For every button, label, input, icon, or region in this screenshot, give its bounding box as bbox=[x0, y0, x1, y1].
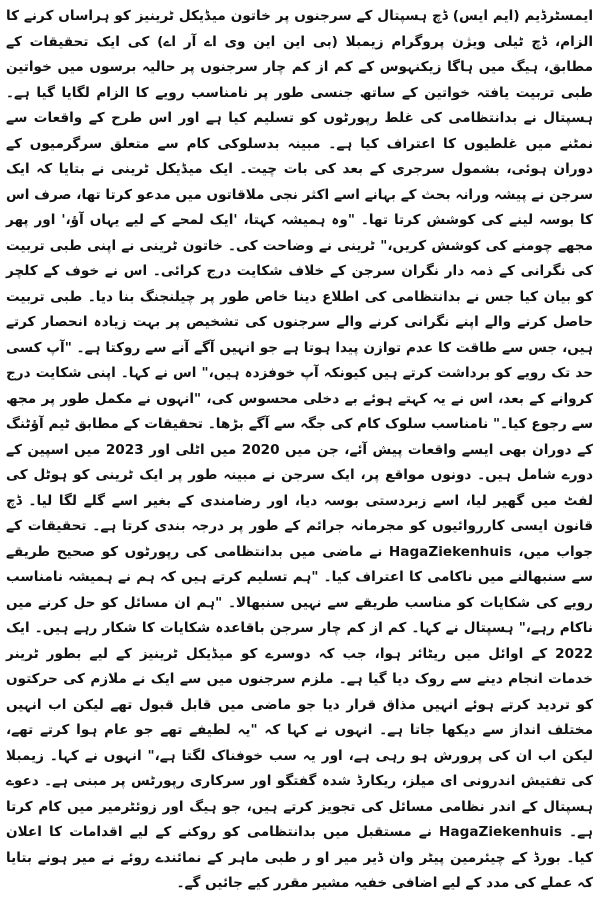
article-body: ایمسٹرڈیم (ایم ایس) ڈچ ہسپتال کے سرجنوں پر خاتون میڈیکل ٹرینیز کو ہراساں کرنے کا الزام، ڈچ ٹیلی ویژن پروگرام زیمبلا (بی این این وی اے آر اے) کی ایک تحقیقات کے مطابق، ہیگ میں ہاگا زیکنہوس کے کم از کم چار سرجنوں پر حالیہ برسوں میں خواتین طبی تربیت یافتہ خواتین کے ساتھ جنسی طور پر نامناسب رویے کا الزام لگایا گیا ہے۔ ہسپتال نے بدانتظامی کی غلط رپورٹوں کو تسلیم کیا ہے اور اس طرح کے واقعات سے نمٹنے میں غلطیوں کا اعتراف کیا ہے۔ مبینہ بدسلوکی کام سے متعلق سرگرمیوں کے دوران ہوئی، بشمول سرجری کے بعد کی بات چیت۔ ایک میڈیکل ٹرینی نے بتایا کہ ایک سرجن نے پیشہ ورانہ بحث کے بہانے اسے اکثر نجی ملاقاتوں میں مدعو کرتا تھا، صرف اس کا بوسہ لینے کی کوشش کرتا تھا۔ "وہ ہمیشہ کہتا، 'ایک لمحے کے لیے یہاں آؤ،' اور پھر مجھے چومنے کی کوشش کریں،" ٹرینی نے وضاحت کی۔ خاتون ٹرینی نے اپنی طبی تربیت کی نگرانی کے ذمہ دار نگران سرجن کے خلاف شکایت درج کرائی۔ اس نے خوف کے کلچر کو بیان کیا جس نے بدانتظامی کی اطلاع دینا خاص طور پر چیلنجنگ بنا دیا۔ طبی تربیت حاصل کرنے والے اپنے نگرانی کرنے والے سرجنوں کی تشخیص پر بہت زیادہ انحصار کرتے ہیں، جس سے طاقت کا عدم توازن پیدا ہوتا ہے جو انہیں آگے آنے سے روکتا ہے۔ "آپ کسی حد تک رویے کو برداشت کرتے ہیں کیونکہ آپ خوفزدہ ہیں،" اس نے کہا۔ اپنی شکایت درج کروانے کے بعد، اس نے یہ کہتے ہوئے بے دخلی محسوس کی، "انہوں نے مکمل طور پر مجھ سے رجوع کیا۔" نامناسب سلوک کام کی جگہ سے آگے بڑھا۔ تحقیقات کے مطابق ٹیم آؤٹنگ کے دوران بھی ایسے واقعات پیش آئے، جن میں 2020 میں اٹلی اور 2023 میں اسپین کے دورے شامل ہیں۔ دونوں مواقع پر، ایک سرجن نے مبینہ طور پر ایک ٹرینی کو ہوٹل کی لفٹ میں گھیر لیا، اسے زبردستی بوسہ دیا، اور رضامندی کے بغیر اسے گلے لگا لیا۔ ڈچ قانون ایسی کارروائیوں کو مجرمانہ جرائم کے طور پر درجہ بندی کرتا ہے۔ تحقیقات کے جواب میں، HagaZiekenhuis نے ماضی میں بدانتظامی کی رپورٹوں کو صحیح طریقے سے سنبھالنے میں ناکامی کا اعتراف کیا۔ "ہم تسلیم کرتے ہیں کہ ہم نے ہمیشہ نامناسب رویے کی شکایات کو مناسب طریقے سے نہیں سنبھالا۔ "ہم ان مسائل کو حل کرنے میں ناکام رہے،" ہسپتال نے کہا۔ کم از کم چار سرجن باقاعدہ شکایات کا شکار رہے ہیں۔ ایک 2022 کے اوائل میں ریٹائر ہوا، جب کہ دوسرے کو میڈیکل ٹرینیز کے لیے بطور ٹرینر خدمات انجام دینے سے روک دیا گیا ہے۔ ملزم سرجنوں میں سے ایک نے ملازم کی حرکتوں کو تردید کرتے ہوئے انہیں مذاق قرار دیا جو ماضی میں قابل قبول تھے لیکن اب انہیں مختلف انداز سے دیکھا جاتا ہے۔ انہوں نے کہا کہ "یہ لطیفے تھے جو عام ہوا کرتے تھے، لیکن اب ان کی پرورش ہو رہی ہے، اور یہ سب خوفناک لگتا ہے،" انہوں نے کہا۔ زیمبلا کی تفتیش اندرونی ای میلز، ریکارڈ شدہ گفتگو اور سرکاری رپورٹس پر مبنی ہے۔ دعوے ہسپتال کے اندر نظامی مسائل کی تجویز کرتے ہیں، جو ہیگ اور زوئٹرمیر میں کام کرتا ہے۔ HagaZiekenhuis نے مستقبل میں بدانتظامی کو روکنے کے لیے اقدامات کا اعلان کیا۔ بورڈ کے چیئرمین پیٹر وان ڈیر میر او ر طبی ماہر کے نمائندے روئے نے میر ہونے بتایا کہ عملے کی مدد کے لیے اضافی خفیہ مشیر مقرر کیے جائیں گے۔ bbox=[6, 8, 593, 891]
